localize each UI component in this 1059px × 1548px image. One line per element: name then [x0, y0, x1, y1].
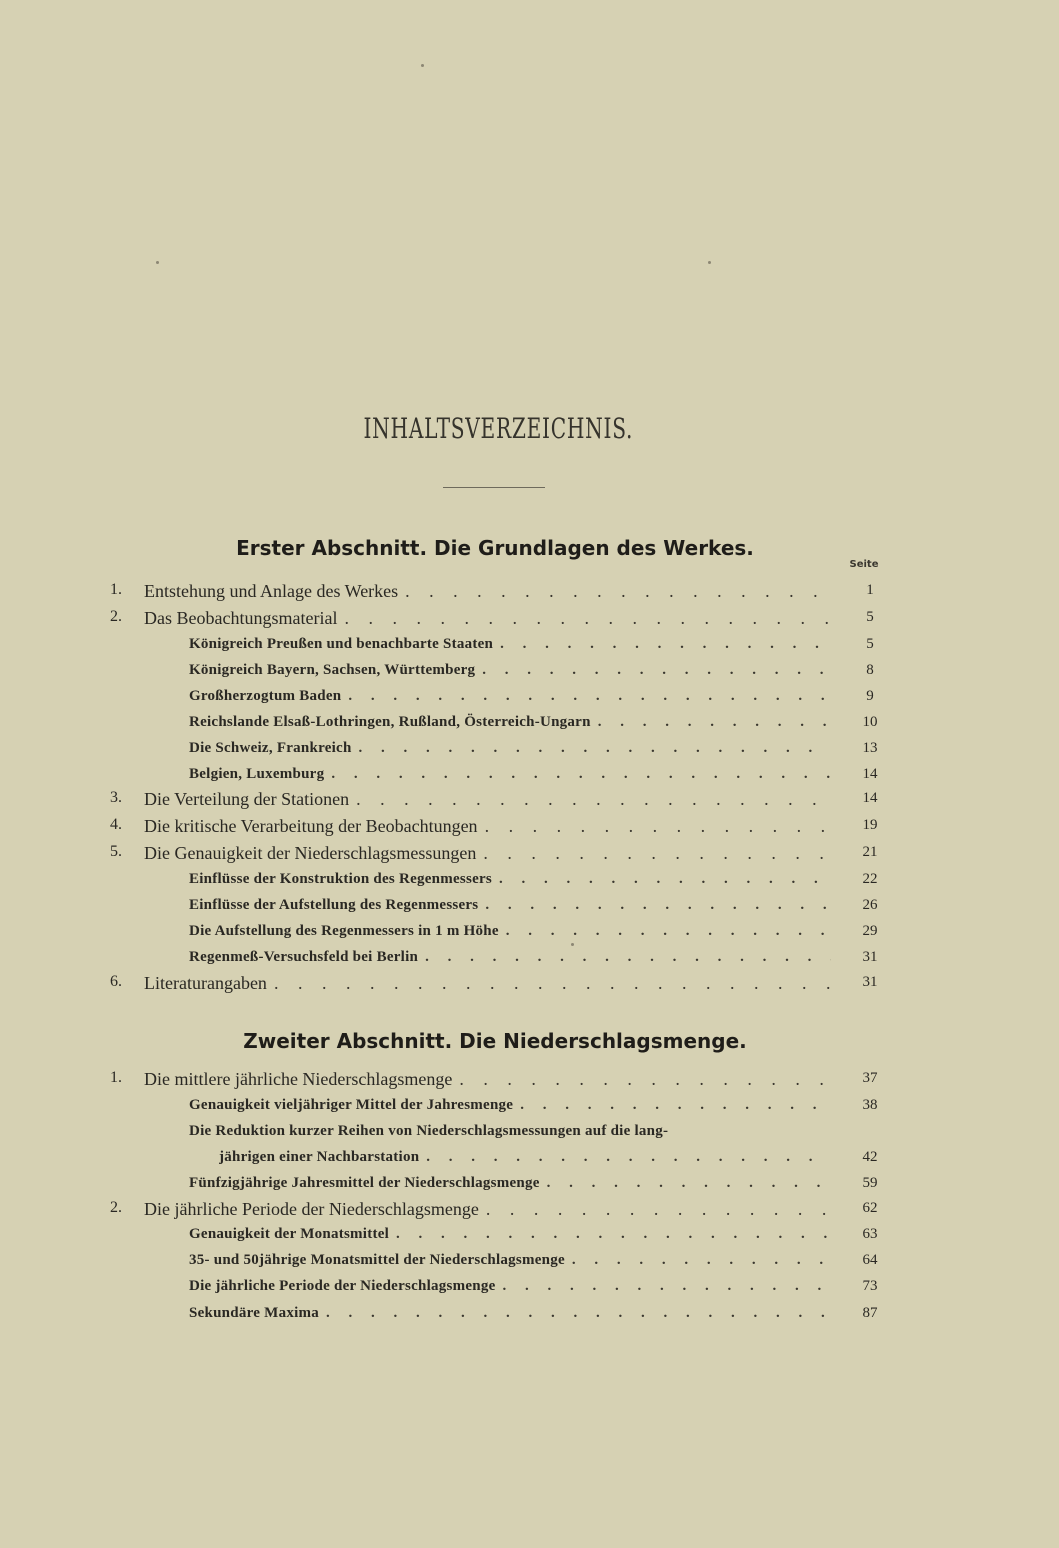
page-title: INHALTSVERZEICHNIS. — [363, 412, 634, 445]
toc-entry-number: 5. — [110, 843, 122, 860]
toc-dot-leader — [352, 738, 831, 758]
toc-entry-title: Großherzogtum Baden — [189, 688, 342, 704]
toc-entry[interactable] — [0, 947, 1059, 971]
toc-dot-leader — [492, 869, 831, 889]
title-rule — [443, 487, 545, 488]
toc-entry-number: 2. — [110, 608, 122, 625]
toc-entry[interactable] — [0, 1303, 1059, 1327]
toc-dot-leader — [565, 1250, 831, 1270]
toc-entry[interactable] — [0, 1250, 1059, 1274]
toc-entry-page: 38 — [862, 1097, 878, 1113]
toc-dot-leader — [398, 580, 831, 602]
toc-entry-title: Die jährliche Periode der Niederschlagsmenge — [144, 1199, 479, 1219]
toc-dot-leader — [513, 1095, 831, 1115]
toc-entry[interactable] — [0, 895, 1059, 919]
toc-entry-page: 73 — [862, 1278, 878, 1294]
toc-entry-title: Königreich Preußen und benachbarte Staaten — [189, 636, 494, 652]
toc-dot-leader — [419, 1147, 831, 1167]
toc-entry-line — [189, 1095, 831, 1115]
toc-dot-leader — [478, 895, 831, 915]
toc-entry-title: Die kritische Verarbeitung der Beobachtungen — [144, 816, 478, 836]
toc-entry[interactable] — [0, 815, 1059, 839]
toc-entry-page: 59 — [862, 1175, 878, 1191]
toc-entry-number: 2. — [110, 1199, 122, 1216]
toc-entry-page: 10 — [862, 714, 878, 730]
toc-entry-title: Einflüsse der Aufstellung des Regenmessers — [189, 897, 479, 913]
toc-entry-line — [189, 1303, 831, 1323]
toc-entry-page: 37 — [862, 1070, 878, 1086]
page-column-label: Seite — [849, 559, 879, 570]
toc-entry[interactable] — [0, 1095, 1059, 1119]
toc-entry-title: Die Genauigkeit der Niederschlagsmessungen — [144, 843, 477, 863]
toc-dot-leader — [499, 921, 831, 941]
toc-entry-page: 62 — [862, 1200, 878, 1216]
toc-dot-leader — [341, 686, 831, 706]
toc-entry-page: 63 — [862, 1226, 878, 1242]
toc-entry-line — [189, 869, 831, 889]
toc-entry-title: Das Beobachtungsmaterial — [144, 608, 338, 628]
toc-entry-line — [189, 660, 831, 680]
toc-entry-page: 31 — [862, 974, 878, 990]
toc-entry-page: 8 — [866, 662, 874, 678]
toc-entry-title: Belgien, Luxemburg — [189, 766, 325, 782]
paper-speck — [156, 261, 159, 264]
toc-entry-page: 5 — [866, 609, 874, 625]
toc-entry-page: 9 — [866, 688, 874, 704]
toc-entry-number: 4. — [110, 816, 122, 833]
toc-dot-leader — [418, 947, 831, 967]
toc-entry-line — [144, 788, 831, 810]
toc-entry-page: 42 — [862, 1149, 878, 1165]
toc-dot-leader — [479, 1198, 831, 1220]
toc-entry[interactable] — [0, 869, 1059, 893]
toc-entry-line — [189, 947, 831, 967]
toc-entry-title: Die jährliche Periode der Niederschlagsmenge — [189, 1278, 496, 1294]
toc-entry-page: 14 — [862, 766, 878, 782]
toc-entry-title: jährigen einer Nachbarstation — [219, 1149, 420, 1165]
toc-dot-leader — [475, 660, 831, 680]
toc-dot-leader — [496, 1276, 832, 1296]
section-heading-1: Erster Abschnitt. Die Grundlagen des Werkes. — [236, 536, 754, 560]
toc-dot-leader — [476, 842, 831, 864]
toc-entry[interactable] — [0, 921, 1059, 945]
toc-entry[interactable] — [0, 1198, 1059, 1222]
section-heading-2: Zweiter Abschnitt. Die Niederschlagsmenge. — [243, 1029, 747, 1053]
toc-dot-leader — [349, 788, 831, 810]
toc-entry-line — [144, 1198, 831, 1220]
toc-dot-leader — [452, 1068, 831, 1090]
toc-entry-page: 29 — [862, 923, 878, 939]
toc-entry-line — [144, 815, 831, 837]
paper-speck — [708, 261, 711, 264]
toc-entry-number: 1. — [110, 581, 122, 598]
toc-entry-line — [189, 1250, 831, 1270]
toc-entry-page: 5 — [866, 636, 874, 652]
toc-entry[interactable] — [0, 1068, 1059, 1092]
toc-entry-title: Die Aufstellung des Regenmessers in 1 m Höhe — [189, 923, 499, 939]
toc-entry-page: 14 — [862, 790, 878, 806]
toc-entry-line — [189, 1224, 831, 1244]
toc-dot-leader — [389, 1224, 831, 1244]
toc-entry[interactable] — [0, 738, 1059, 762]
toc-entry-title: Die Verteilung der Stationen — [144, 789, 350, 809]
toc-entry-number: 3. — [110, 789, 122, 806]
toc-entry-title: 35- und 50jährige Monatsmittel der Niederschlagsmenge — [189, 1252, 565, 1268]
toc-entry-line — [189, 1173, 831, 1193]
toc-entry-page: 13 — [862, 740, 878, 756]
toc-entry-page: 26 — [862, 897, 878, 913]
toc-entry-line — [189, 1121, 834, 1141]
toc-entry[interactable] — [0, 842, 1059, 866]
toc-dot-leader — [478, 815, 831, 837]
toc-entry[interactable] — [0, 1173, 1059, 1197]
toc-dot-leader — [319, 1303, 831, 1323]
toc-entry-line — [189, 921, 831, 941]
toc-entry-line — [189, 686, 831, 706]
toc-entry-title: Reichslande Elsaß-Lothringen, Rußland, Österreich-Ungarn — [189, 714, 591, 730]
toc-entry-line — [144, 842, 831, 864]
toc-entry[interactable] — [0, 660, 1059, 684]
toc-entry-number: 1. — [110, 1069, 122, 1086]
toc-entry[interactable] — [0, 1224, 1059, 1248]
toc-entry-page: 87 — [862, 1305, 878, 1321]
toc-dot-leader — [540, 1173, 831, 1193]
toc-entry[interactable] — [0, 1147, 1059, 1171]
toc-entry-title: Die mittlere jährliche Niederschlagsmenge — [144, 1069, 453, 1089]
toc-dot-leader — [591, 712, 831, 732]
toc-entry[interactable] — [0, 686, 1059, 710]
toc-entry[interactable] — [0, 634, 1059, 658]
toc-entry[interactable] — [0, 1121, 1059, 1145]
toc-entry-line — [144, 580, 831, 602]
toc-entry-line — [144, 1068, 831, 1090]
toc-dot-leader — [337, 607, 831, 629]
toc-entry-title: Die Reduktion kurzer Reihen von Niederschlagsmessungen auf die lang- — [189, 1123, 669, 1139]
toc-entry-line — [189, 895, 831, 915]
toc-entry-title: Königreich Bayern, Sachsen, Württemberg — [189, 662, 476, 678]
toc-entry-number: 6. — [110, 973, 122, 990]
toc-entry-title: Fünfzigjährige Jahresmittel der Niederschlagsmenge — [189, 1175, 540, 1191]
paper-speck — [421, 64, 424, 67]
toc-entry[interactable] — [0, 788, 1059, 812]
toc-entry-line — [189, 738, 831, 758]
toc-entry-line — [144, 607, 831, 629]
toc-entry-page: 22 — [862, 871, 878, 887]
toc-entry[interactable] — [0, 712, 1059, 736]
toc-entry-line — [219, 1147, 831, 1167]
toc-entry-page: 31 — [862, 949, 878, 965]
toc-entry-title: Die Schweiz, Frankreich — [189, 740, 352, 756]
toc-entry-page: 21 — [862, 844, 878, 860]
toc-entry-line — [189, 634, 831, 654]
toc-dot-leader — [267, 972, 831, 994]
toc-entry[interactable] — [0, 580, 1059, 604]
toc-entry-title: Genauigkeit vieljähriger Mittel der Jahresmenge — [189, 1097, 514, 1113]
toc-entry-title: Literaturangaben — [144, 973, 267, 993]
toc-entry[interactable] — [0, 607, 1059, 631]
toc-entry-page: 64 — [862, 1252, 878, 1268]
toc-entry[interactable] — [0, 1276, 1059, 1300]
toc-dot-leader — [493, 634, 831, 654]
toc-entry-title: Entstehung und Anlage des Werkes — [144, 581, 399, 601]
toc-entry-line — [189, 712, 831, 732]
toc-entry[interactable] — [0, 972, 1059, 996]
toc-entry-title: Sekundäre Maxima — [189, 1305, 319, 1321]
toc-entry-line — [144, 972, 831, 994]
toc-entry-page: 19 — [862, 817, 878, 833]
toc-dot-leader — [324, 764, 831, 784]
toc-entry-line — [189, 1276, 831, 1296]
toc-entry-line — [189, 764, 831, 784]
toc-entry-title: Genauigkeit der Monatsmittel — [189, 1226, 390, 1242]
toc-entry[interactable] — [0, 764, 1059, 788]
paper-speck — [571, 943, 574, 946]
toc-entry-title: Einflüsse der Konstruktion des Regenmessers — [189, 871, 492, 887]
toc-entry-title: Regenmeß-Versuchsfeld bei Berlin — [189, 949, 419, 965]
toc-entry-page: 1 — [866, 582, 874, 598]
